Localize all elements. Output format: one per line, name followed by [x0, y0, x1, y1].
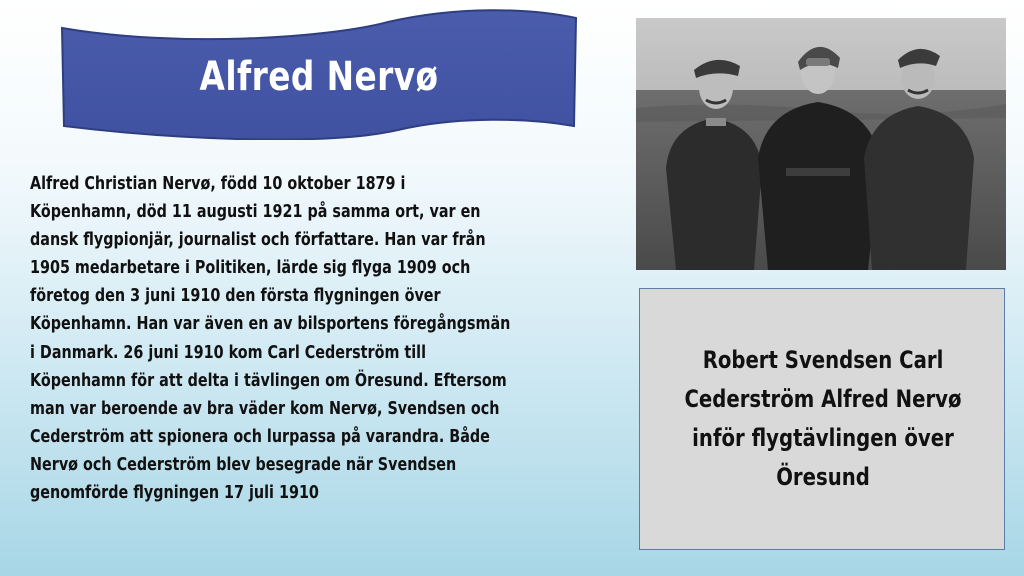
body-line: Köpenhamn, död 11 augusti 1921 på samma ort, var en: [30, 202, 481, 223]
photo-illustration: [636, 18, 1006, 270]
body-line: företog den 3 juni 1910 den första flygningen över: [30, 286, 441, 307]
body-line: genomförde flygningen 17 juli 1910: [30, 483, 319, 504]
caption-line: Robert Svendsen Carl: [702, 346, 944, 374]
caption-line: Öresund: [776, 463, 870, 491]
body-paragraph: [30, 170, 630, 507]
body-line: 1905 medarbetare i Politiken, lärde sig flyga 1909 och: [30, 258, 471, 279]
photo-caption-box: [639, 288, 1005, 550]
body-line: i Danmark. 26 juni 1910 kom Carl Cederström till: [30, 342, 427, 363]
body-line: Alfred Christian Nervø, född 10 oktober 1879 i: [30, 174, 406, 194]
body-line: Köpenhamn för att delta i tävlingen om Öresund. Eftersom: [30, 370, 507, 391]
body-line: man var beroende av bra väder kom Nervø, Svendsen och: [30, 398, 500, 419]
photo-caption: [640, 341, 1006, 497]
body-line: dansk flygpionjär, journalist och författare. Han var från: [30, 230, 486, 251]
slide-title: Alfred Nervø: [199, 54, 439, 100]
body-line: Cederström att spionera och lurpassa på varandra. Både: [30, 426, 490, 447]
caption-line: Cederström Alfred Nervø: [684, 385, 962, 413]
body-line: Köpenhamn. Han var även en av bilsportens föregångsmän: [30, 314, 511, 335]
title-banner: [58, 8, 580, 140]
caption-line: inför flygtävlingen över: [692, 424, 954, 452]
three-aviators-photo: [636, 18, 1006, 270]
body-line: Nervø och Cederström blev besegrade när Svendsen: [30, 454, 457, 475]
